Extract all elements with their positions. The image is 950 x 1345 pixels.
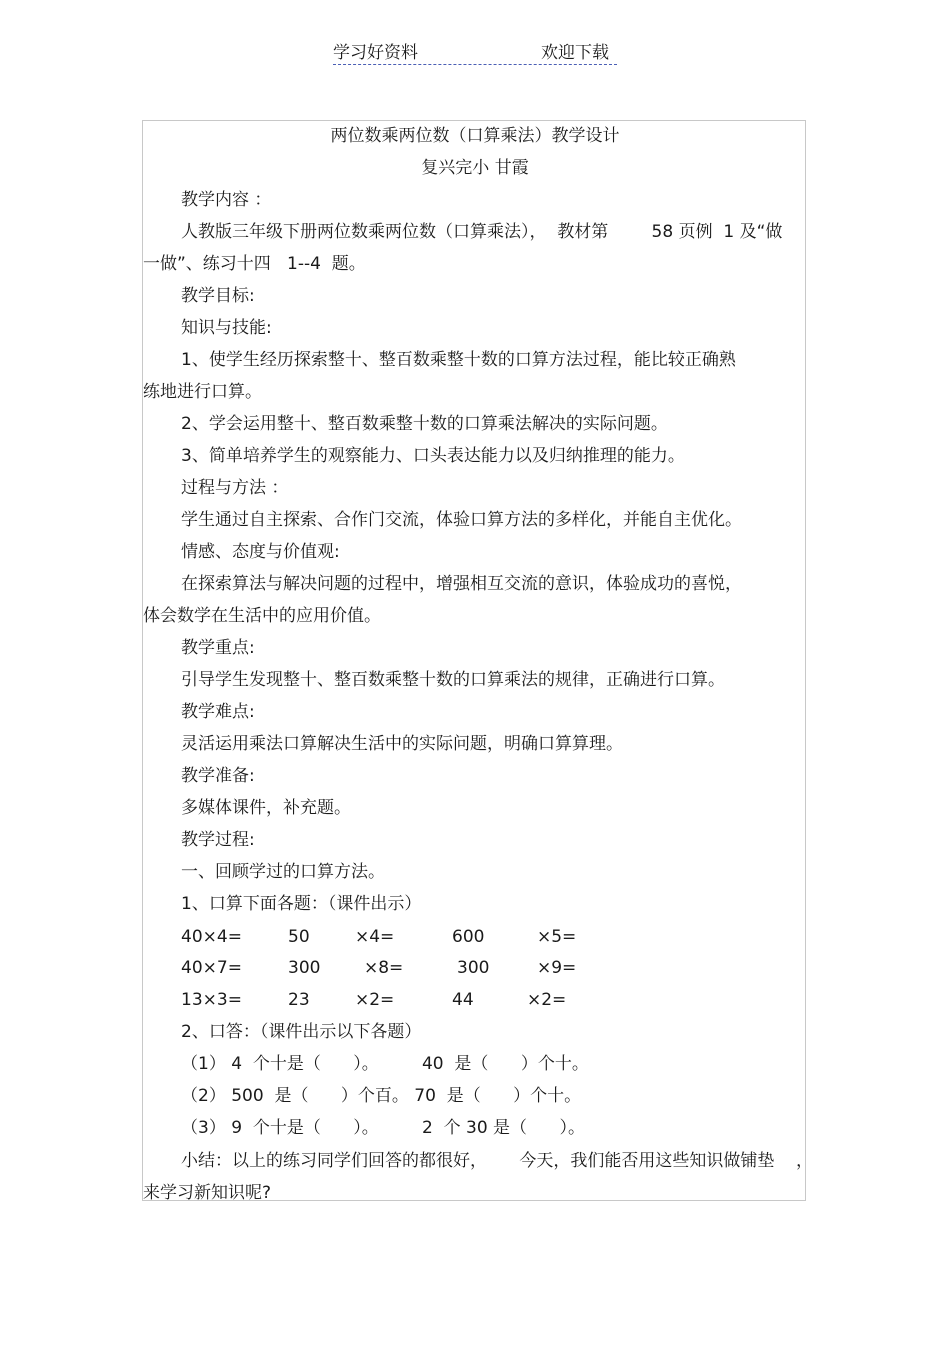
- calc-row-2-c: ×8=: [364, 958, 404, 978]
- goal-2: 2、学会运用整十、整百数乘整十数的口算乘法解决的实际问题。: [181, 414, 668, 434]
- skill-heading: 知识与技能:: [181, 318, 272, 338]
- header-left-text: 学习好资料: [333, 43, 418, 63]
- question-1: （1） 4 个十是（ ）。 40 是（ ）个十。: [181, 1054, 589, 1074]
- calc-row-1-c: ×4=: [355, 927, 395, 947]
- emotion-line-1: 在探索算法与解决问题的过程中，增强相互交流的意识，体验成功的喜悦，: [181, 574, 742, 594]
- preparation-heading: 教学准备:: [181, 766, 255, 786]
- key-point-line: 引导学生发现整十、整百数乘整十数的口算乘法的规律，正确进行口算。: [181, 670, 725, 690]
- calc-row-1-a: 40×4=: [181, 927, 242, 947]
- document-author: 复兴完小 甘霞: [421, 158, 529, 178]
- question-2: （2） 500 是（ ）个百。 70 是（ ）个十。: [181, 1086, 582, 1106]
- calc-row-2-b: 300: [288, 958, 321, 978]
- content-line-2: 一做”、练习十四 1--4 题。: [143, 254, 366, 274]
- step-1-heading: 一、回顾学过的口算方法。: [181, 862, 385, 882]
- goal-heading: 教学目标:: [181, 286, 255, 306]
- summary-line-1: 小结：以上的练习同学们回答的都很好， 今天，我们能否用这些知识做铺垫 ，: [181, 1151, 814, 1171]
- process-heading: 过程与方法 ：: [181, 478, 289, 498]
- exercise-2-heading: 2、口答：（课件出示以下各题）: [181, 1022, 422, 1042]
- process-line: 学生通过自主探索、合作门交流，体验口算方法的多样化，并能自主优化。: [181, 510, 742, 530]
- calc-row-3-e: ×2=: [527, 990, 567, 1010]
- difficulty-heading: 教学难点:: [181, 702, 255, 722]
- calc-row-2-a: 40×7=: [181, 958, 242, 978]
- exercise-1-heading: 1、口算下面各题：（课件出示）: [181, 894, 422, 914]
- document-title: 两位数乘两位数（口算乘法）教学设计: [330, 126, 620, 146]
- goal-1-line-a: 1、使学生经历探索整十、整百数乘整十数的口算方法过程，能比较正确熟: [181, 350, 736, 370]
- emotion-line-2: 体会数学在生活中的应用价值。: [143, 606, 381, 626]
- question-3: （3） 9 个十是（ ）。 2 个 30 是（ ）。: [181, 1118, 585, 1138]
- summary-line-2: 来学习新知识呢?: [143, 1183, 272, 1203]
- emotion-heading: 情感、态度与价值观:: [181, 542, 340, 562]
- calc-row-3-d: 44: [452, 990, 474, 1010]
- calc-row-3-a: 13×3=: [181, 990, 242, 1010]
- calc-row-3-b: 23: [288, 990, 310, 1010]
- content-line-1: 人教版三年级下册两位数乘两位数（口算乘法）， 教材第 58 页例 1 及“做: [181, 222, 783, 242]
- calc-row-3-c: ×2=: [355, 990, 395, 1010]
- preparation-line: 多媒体课件，补充题。: [181, 798, 351, 818]
- calc-row-2-d: 300: [457, 958, 490, 978]
- goal-3: 3、简单培养学生的观察能力、口头表达能力以及归纳推理的能力。: [181, 446, 685, 466]
- difficulty-line: 灵活运用乘法口算解决生活中的实际问题，明确口算算理。: [181, 734, 623, 754]
- calc-row-1-d: 600: [452, 927, 485, 947]
- key-point-heading: 教学重点:: [181, 638, 255, 658]
- header-right-text: 欢迎下载: [541, 43, 609, 63]
- process-steps-heading: 教学过程:: [181, 830, 255, 850]
- calc-row-2-e: ×9=: [537, 958, 577, 978]
- goal-1-line-b: 练地进行口算。: [143, 382, 262, 402]
- header-divider: [333, 64, 617, 65]
- calc-row-1-e: ×5=: [537, 927, 577, 947]
- calc-row-1-b: 50: [288, 927, 310, 947]
- content-heading: 教学内容 ：: [181, 190, 272, 210]
